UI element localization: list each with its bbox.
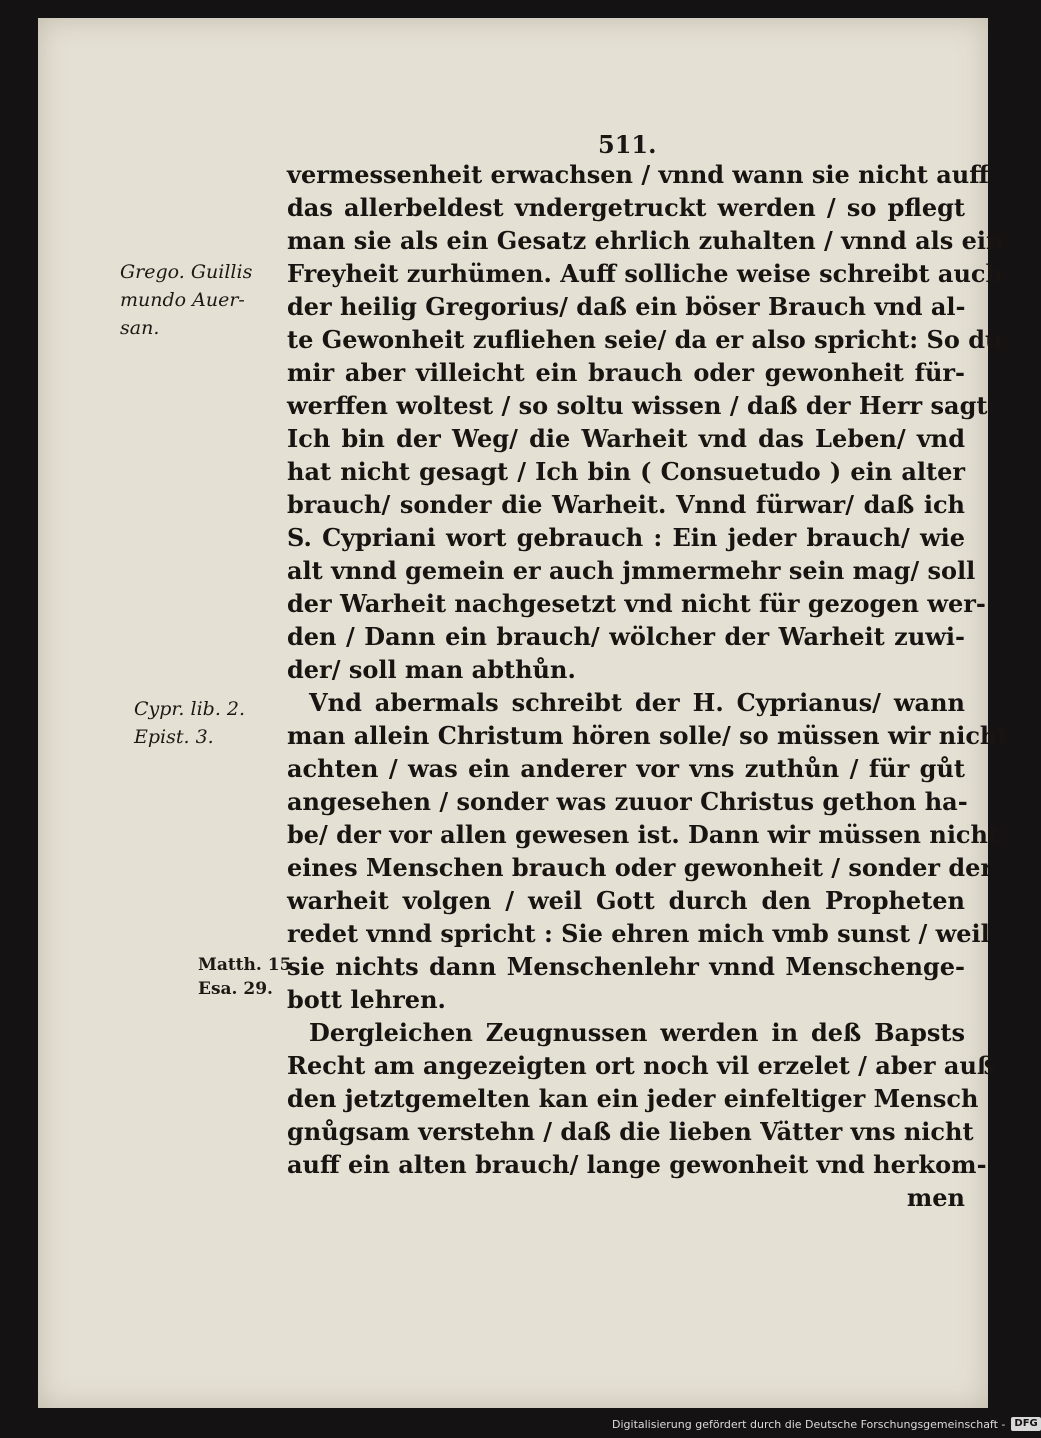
margin-note-line: Esa. 29. — [198, 979, 273, 999]
text-line: hat nicht gesagt / Ich bin ( Consuetudo ) ein alter — [287, 457, 965, 486]
margin-note-cyprian — [134, 695, 245, 751]
margin-note-line: san. — [120, 317, 160, 339]
text-line: Ich bin der Weg/ die Warheit vnd das Leben/ vnd — [287, 424, 965, 453]
text-line: be/ der vor allen gewesen ist. Dann wir müssen nicht — [287, 820, 1000, 849]
margin-note-line: mundo Auer- — [120, 289, 245, 311]
margin-note-line: Cypr. lib. 2. — [134, 698, 246, 720]
margin-note-line: Epist. 3. — [134, 726, 214, 748]
text-line: S. Cypriani wort gebrauch : Ein jeder brauch/ wie — [287, 523, 965, 552]
text-line: men — [906, 1183, 965, 1212]
text-line: den / Dann ein brauch/ wölcher der Warheit zuwi- — [287, 622, 965, 651]
text-line: gnůgsam verstehn / daß die lieben Vätter vns nicht — [287, 1117, 974, 1146]
margin-note-gregory — [120, 258, 252, 342]
text-line: angesehen / sonder was zuuor Christus gethon ha- — [287, 787, 968, 816]
text-line: alt vnnd gemein er auch jmmermehr sein mag/ soll — [287, 556, 976, 585]
text-line: vermessenheit erwachsen / vnnd wann sie nicht auff — [287, 160, 989, 189]
text-line: brauch/ sonder die Warheit. Vnnd fürwar/ daß ich — [287, 490, 965, 519]
text-line: man allein Christum hören solle/ so müssen wir nicht — [287, 721, 1009, 750]
text-line: achten / was ein anderer vor vns zuthůn / für gůt — [287, 754, 965, 783]
text-line: redet vnnd spricht : Sie ehren mich vmb sunst / weil — [287, 919, 990, 948]
text-line: Recht am angezeigten ort noch vil erzelet / aber auß — [287, 1051, 996, 1080]
margin-note-line: Matth. 15. — [198, 955, 298, 975]
text-line: man sie als ein Gesatz ehrlich zuhalten / vnnd als ein — [287, 226, 1004, 255]
text-line: der Warheit nachgesetzt vnd nicht für gezogen wer- — [287, 589, 986, 618]
text-line: der/ soll man abthůn. — [287, 655, 576, 684]
text-line: den jetztgemelten kan ein jeder einfeltiger Mensch — [287, 1084, 979, 1113]
margin-note-line: Grego. Guillis — [120, 261, 253, 283]
text-line: mir aber villeicht ein brauch oder gewonheit für- — [287, 358, 965, 387]
text-line: te Gewonheit zufliehen seie/ da er also spricht: So du — [287, 325, 1003, 354]
text-line: Dergleichen Zeugnussen werden in deß Bapsts — [309, 1018, 965, 1047]
text-line: werffen woltest / so soltu wissen / daß der Herr sagt: — [287, 391, 997, 420]
dfg-logo: DFG — [1011, 1417, 1040, 1431]
text-line: eines Menschen brauch oder gewonheit / sonder der — [287, 853, 994, 882]
funding-credit-text: Digitalisierung gefördert durch die Deutsche Forschungsgemeinschaft - — [612, 1417, 1006, 1431]
main-text-block — [287, 158, 1009, 1214]
text-line: auff ein alten brauch/ lange gewonheit vnd herkom- — [287, 1150, 987, 1179]
text-line: sie nichts dann Menschenlehr vnnd Menschenge- — [287, 952, 965, 981]
page-number: 511. — [598, 130, 657, 159]
text-line: warheit volgen / weil Gott durch den Propheten — [287, 886, 965, 915]
margin-note-matthew — [198, 953, 297, 1001]
text-line: bott lehren. — [287, 985, 446, 1014]
text-line: das allerbeldest vndergetruckt werden / so pflegt — [287, 193, 965, 222]
text-line: Vnd abermals schreibt der H. Cyprianus/ wann — [309, 688, 965, 717]
footer-credit — [612, 1416, 1041, 1432]
text-line: Freyheit zurhümen. Auff solliche weise schreibt auch — [287, 259, 1003, 288]
text-line: der heilig Gregorius/ daß ein böser Brauch vnd al- — [287, 292, 966, 321]
